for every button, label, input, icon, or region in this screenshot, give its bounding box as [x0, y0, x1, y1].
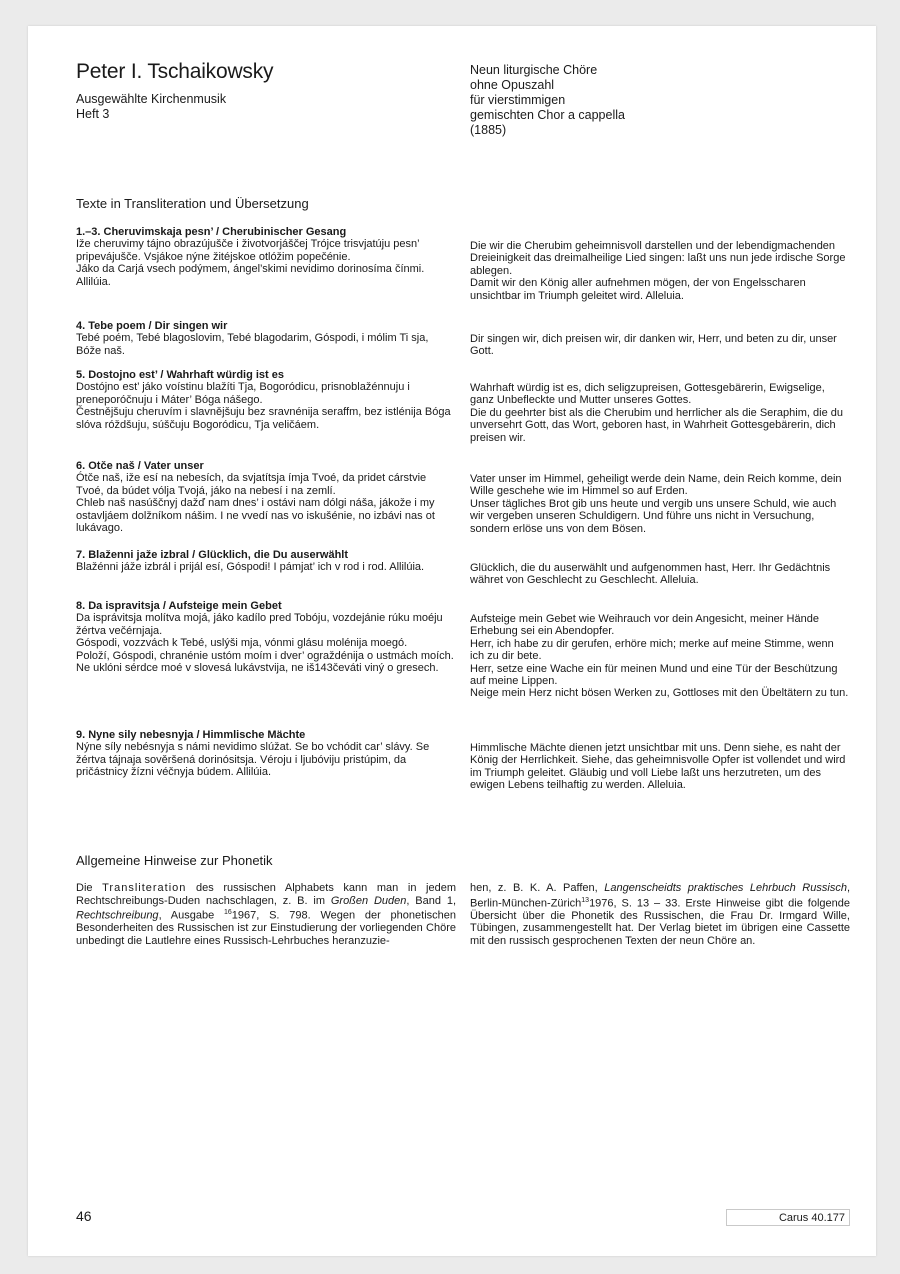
piece-3-translation	[470, 382, 850, 444]
text-paragraph: Da isprávitsja molítva mojá, jáko kadílo pred Tobóju, vozdejánie rúku moéju žértva večérnjaja.	[76, 612, 443, 637]
text-paragraph: Tebé poém, Tebé blagoslovim, Tebé blagodarim, Góspodi, i mólim Ti sja, Bóže naš.	[76, 332, 429, 357]
text-paragraph: Damit wir den König aller aufnehmen mögen, der von Engelsscharen unsichtbar im Triumph geleitet wird. Alleluia.	[470, 277, 806, 302]
text-paragraph: Ótče naš, iže esí na nebesích, da svjatítsja ímja Tvoé, da pridet cárstvie Tvoé, da búdet vólja Tvojá, jáko na nebesí i na zemlí.	[76, 472, 427, 497]
text-paragraph: Unser tägliches Brot gib uns heute und vergib uns unsere Schuld, wie auch wir vergeben unseren Schuldigern. Und führe uns nicht in Versuchung, sondern erlöse uns von dem Bösen.	[470, 497, 837, 535]
text-paragraph: Blažénni jáže izbrál i prijál esí, Góspodi! I pámjat’ ich v rod i rod. Allilúia.	[76, 561, 425, 574]
piece-title: 1.–3. Cheruvimskaja pesn’ / Cherubinischer Gesang	[76, 226, 347, 238]
piece-title: 7. Blaženni jaže izbral / Glücklich, die Du auserwählt	[76, 549, 349, 561]
piece-6-translation	[470, 613, 850, 700]
work-line: gemischten Chor a cappella	[470, 108, 625, 122]
piece-title: 5. Dostojno est’ / Wahrhaft würdig ist es	[76, 369, 285, 381]
work-line: (1885)	[470, 123, 507, 137]
page-number: 46	[76, 1208, 92, 1224]
work-line: ohne Opuszahl	[470, 78, 555, 92]
piece-3-transliteration	[76, 369, 456, 431]
text-paragraph: Vater unser im Himmel, geheiligt werde dein Name, dein Reich komme, dein Wille geschehe wie im Himmel so auf Erden.	[470, 473, 842, 498]
book-title: Rechtschreibung	[76, 909, 159, 922]
text-run: 1967, S. 798. Wegen der phonetischen Besonderheiten des Russischen ist zur Einstudierung der vorliegenden Chöre unbedingt die Lautlehre eines Russisch-Lehrbuches heranzuzie-	[76, 909, 456, 948]
text-run: 1976, S. 13 – 33. Erste Hinweise gibt die folgende Übersicht über die Phonetik des Russischen, die Frau Dr. Irmgard Wille, Tübingen, zusammengestellt hat. Der Verlag bietet im übrigen eine Cassette mit den russisch gesprochenen Texten der neun Chöre an.	[470, 897, 850, 948]
text-run: des russischen Alphabets kann man in jedem Rechtschreibungs-Duden nachschlagen, z. B. im	[76, 882, 456, 907]
text-paragraph: Wahrhaft würdig ist es, dich seligzupreisen, Gottesgebärerin, Ewigselige, ganz Unbefleckte und Mutter unseres Gottes.	[470, 382, 825, 407]
phonetics-heading: Allgemeine Hinweise zur Phonetik	[76, 853, 273, 868]
text-paragraph: Die du geehrter bist als die Cherubim und herrlicher als die Seraphim, die du unversehrt Gott, das Wort, geboren hast, in Wahrheit Gottesgebärerin, dich preisen wir.	[470, 406, 843, 444]
subtitle-line: Ausgewählte Kirchenmusik	[76, 92, 227, 106]
piece-4-translation	[470, 473, 850, 535]
text-paragraph: Herr, setze eine Wache ein für meinen Mund und eine Tür der Beschützung auf meine Lippen.	[470, 662, 838, 688]
phonetics-left-column	[76, 882, 456, 948]
text-run: , Berlin-München-Zürich	[470, 882, 850, 910]
text-paragraph: Ne uklóni sérdce moé v slovesá lukávstvija, ne iš143čeváti viný o gresech.	[76, 662, 439, 675]
piece-title: 6. Otče naš / Vater unser	[76, 460, 204, 472]
text-paragraph: Jáko da Carjá vsech podýmem, ángel’skimi nevidimo dorinosíma čínmi. Allilúia.	[76, 263, 425, 288]
text-paragraph: Himmlische Mächte dienen jetzt unsichtbar mit uns. Denn siehe, es naht der König der Herrlichkeit. Siehe, das geheimnisvolle Opfer ist vollendet und wird im Triumph geleitet. Gläubig und voll Liebe laßt uns herzutreten, um des ewigen Lebens teilhaftig zu werden. Alleluia.	[470, 742, 846, 792]
work-description	[470, 63, 625, 138]
texts-heading: Texte in Transliteration und Übersetzung	[76, 196, 309, 211]
piece-title: 9. Nyne sily nebesnyja / Himmlische Mächte	[76, 729, 306, 741]
text-paragraph: Aufsteige mein Gebet wie Weihrauch vor dein Angesicht, meiner Hände Erhebung sei ein Abendopfer.	[470, 613, 819, 638]
text-paragraph: Chleb naš nasúščnyj dažď nam dnes’ i ostávi nam dólgi náša, jákože i my ostavljáem dolžníkom nášim. I ne vvedí nas vo iskušénie, no izbávi nas ot lukávago.	[76, 497, 435, 535]
text-paragraph: Góspodi, vozzvách k Tebé, uslýši mja, vónmi glásu molénija moegó.	[76, 637, 408, 650]
text-paragraph: Iže cheruvimy tájno obrazújušče i životvorjáščej Trójce trisvjatúju pesn’ pripevájušče. Vsjákoe nýne žitéjskoe otlóžim popečénie.	[76, 238, 420, 263]
piece-4-transliteration	[76, 460, 456, 534]
edition-superscript: 16	[224, 909, 232, 917]
book-title: Großen Duden	[330, 894, 407, 907]
edition-superscript: 13	[581, 896, 590, 904]
text-paragraph: Položí, Góspodi, chranénie ustóm moím i dver’ ograždénija o ustmách moích.	[76, 649, 454, 662]
text-run: , Ausgabe	[158, 909, 224, 922]
piece-2-translation	[470, 333, 850, 358]
composer-name: Peter I. Tschaikowsky	[76, 60, 274, 83]
book-title: Langenscheidts praktisches Lehrbuch Russisch	[604, 882, 847, 894]
subtitle-line: Heft 3	[76, 107, 110, 121]
text-paragraph: Dir singen wir, dich preisen wir, dir danken wir, Herr, und beten zu dir, unser Gott.	[470, 333, 837, 358]
text-paragraph: Dostójno est’ jáko voístinu blažíti Tja, Bogoródicu, prisnoblažénnuju i preneporóčnuju i Máter’ Bóga nášego.	[76, 381, 410, 406]
text-paragraph: Herr, ich habe zu dir gerufen, erhöre mich; merke auf meine Stimme, wenn ich zu dir bete.	[470, 637, 834, 663]
text-paragraph: Čestnějšuju cheruvím i slavnějšuju bez sravnénija seraffm, bez istlénija Bóga slóva róždšuju, súščuju Bogoródicu, Tja veličáem.	[76, 406, 451, 431]
phonetics-right-column	[470, 882, 850, 948]
text-run: hen, z. B. K. A. Paffen,	[470, 882, 605, 894]
piece-title: 8. Da ispravitsja / Aufsteige mein Gebet	[76, 600, 282, 612]
collection-subtitle	[76, 92, 226, 122]
piece-6-transliteration	[76, 600, 456, 674]
piece-1-translation	[470, 240, 850, 302]
text-run: Die	[76, 882, 103, 894]
catalog-number: Carus 40.177	[726, 1209, 850, 1226]
text-paragraph: Die wir die Cherubim geheimnisvoll darstellen und der lebendigmachenden Dreieinigkeit das dreimalheilige Lied singen: laßt uns nun jede irdische Sorge ablegen.	[470, 240, 846, 277]
text-paragraph: Glücklich, die du auserwählt und aufgenommen hast, Herr. Ihr Gedächtnis währet von Geschlecht zu Geschlecht. Alleluia.	[470, 562, 831, 587]
work-line: für vierstimmigen	[470, 93, 566, 107]
piece-5-translation	[470, 562, 850, 587]
text-paragraph: Neige mein Herz nicht bösen Werken zu, Gottloses mit den Übeltätern zu tun.	[470, 687, 849, 700]
piece-5-transliteration	[76, 549, 456, 574]
piece-1-transliteration	[76, 226, 456, 288]
text-run: , Band 1,	[406, 894, 457, 907]
piece-2-transliteration	[76, 320, 456, 357]
transliteration-term: Transliteration	[102, 882, 187, 894]
piece-7-transliteration	[76, 729, 456, 779]
piece-7-translation	[470, 742, 850, 792]
text-paragraph: Nýne síly nebésnyja s námi nevidimo slúžat. Se bo vchódit car’ slávy. Se žértva tájnaja sověršená dorinósitsja. Véroju i ljubóviju pristúpim, da pričástnicy žízni véčnyja búdem. Allilúia.	[76, 741, 430, 779]
work-line: Neun liturgische Chöre	[470, 63, 598, 77]
piece-title: 4. Tebe poem / Dir singen wir	[76, 320, 228, 332]
